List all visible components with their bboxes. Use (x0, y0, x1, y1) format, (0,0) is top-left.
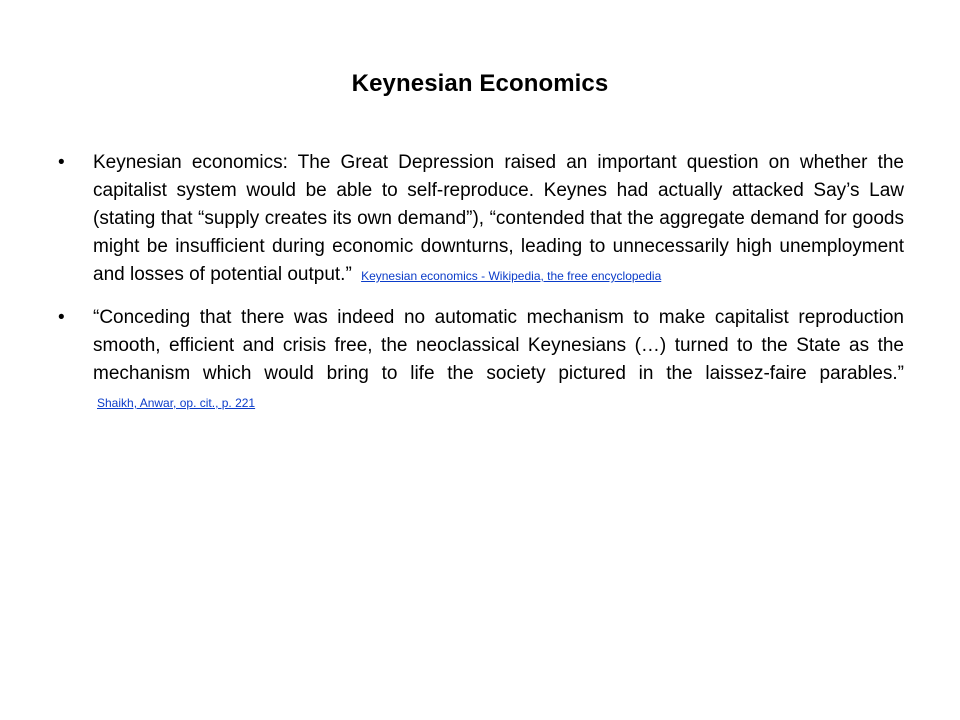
bullet-item-conceding-quote (56, 304, 904, 417)
bullet-list (56, 149, 904, 431)
bullet-dot-icon: • (58, 152, 65, 173)
bullet-dot-icon: • (58, 307, 65, 328)
slide-title: Keynesian Economics (351, 70, 609, 97)
citation-link-shaikh[interactable]: Shaikh, Anwar, op. cit., p. 221 (97, 396, 256, 410)
citation-link-wikipedia[interactable]: Keynesian economics - Wikipedia, the free encyclopedia (361, 269, 662, 283)
bullet-text: Keynesian economics: The Great Depression raised an important question on whether the capitalist system would be able to self-reproduce. Keynes had actually attacked Say’s Law (stating that “supply creates its own demand”), “contended that the aggregate demand for goods might be insufficient during economic downturns, leading to unnecessarily high unemployment and losses of potential output.” (93, 152, 904, 285)
bullet-item-keynesian-economics (56, 149, 904, 290)
bullet-text: “Conceding that there was indeed no automatic mechanism to make capitalist reproduction smooth, efficient and crisis free, the neoclassical Keynesians (…) turned to the State as the mechanism which would bring to life the society pictured in the laissez-faire parables.” (93, 307, 904, 384)
